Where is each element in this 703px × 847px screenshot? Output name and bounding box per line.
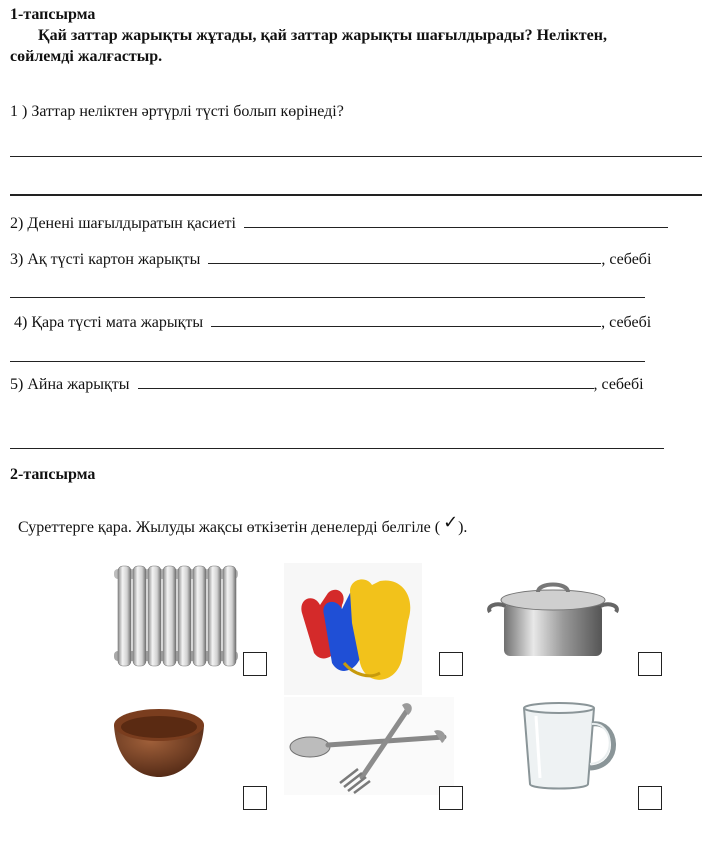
question-5-text: 5) Айна жарықты bbox=[10, 376, 130, 393]
task2-title: 2-тапсырма bbox=[10, 466, 96, 483]
task1-instruction-line1: Қай заттар жарықты жұтады, қай заттар жарықты шағылдырады? Неліктен, bbox=[38, 27, 607, 44]
answer-line-3[interactable] bbox=[208, 249, 601, 264]
radiator-icon bbox=[110, 563, 242, 671]
answer-line-5b[interactable] bbox=[10, 448, 664, 449]
checkbox-mug[interactable] bbox=[638, 786, 662, 810]
answer-line-4b[interactable] bbox=[10, 361, 645, 362]
answer-line-5[interactable] bbox=[138, 374, 594, 389]
checkbox-cutlery[interactable] bbox=[439, 786, 463, 810]
wooden-bowl-icon bbox=[110, 703, 208, 779]
question-4 bbox=[14, 312, 651, 332]
checkbox-bowl[interactable] bbox=[243, 786, 267, 810]
check-mark-icon: ✓ bbox=[443, 512, 459, 533]
answer-line-1b[interactable] bbox=[10, 194, 702, 196]
answer-line-4[interactable] bbox=[211, 312, 601, 327]
task2-instruction-before: Суреттерге қара. Жылуды жақсы өткізетін денелерді белгіле ( bbox=[18, 519, 441, 536]
question-2-text: 2) Денені шағылдыратын қасиеті bbox=[10, 215, 236, 232]
oven-mitts-icon bbox=[284, 563, 422, 695]
task1-instruction-line2: сөйлемді жалғастыр. bbox=[10, 48, 163, 65]
because-4: , себебі bbox=[601, 314, 652, 331]
checkbox-mitts[interactable] bbox=[439, 652, 463, 676]
question-3 bbox=[10, 249, 651, 269]
spoon-fork-icon bbox=[284, 697, 454, 795]
question-2 bbox=[10, 213, 668, 233]
task2-instruction-after: ). bbox=[458, 519, 468, 536]
question-1: 1 ) Заттар неліктен әртүрлі түсті болып көрінеді? bbox=[10, 103, 344, 120]
answer-line-1a[interactable] bbox=[10, 156, 702, 157]
pot-icon bbox=[486, 576, 620, 662]
checkbox-radiator[interactable] bbox=[243, 652, 267, 676]
because-5: , себебі bbox=[593, 376, 644, 393]
question-3-text: 3) Ақ түсті картон жарықты bbox=[10, 251, 201, 268]
answer-line-2[interactable] bbox=[244, 213, 668, 228]
question-5 bbox=[10, 374, 644, 394]
task2-instruction bbox=[18, 512, 468, 537]
checkbox-pot[interactable] bbox=[638, 652, 662, 676]
answer-line-3b[interactable] bbox=[10, 297, 645, 298]
because-3: , себебі bbox=[601, 251, 652, 268]
task1-title: 1-тапсырма bbox=[10, 6, 96, 23]
glass-mug-icon bbox=[518, 702, 622, 792]
question-4-text: 4) Қара түсті мата жарықты bbox=[14, 314, 204, 331]
